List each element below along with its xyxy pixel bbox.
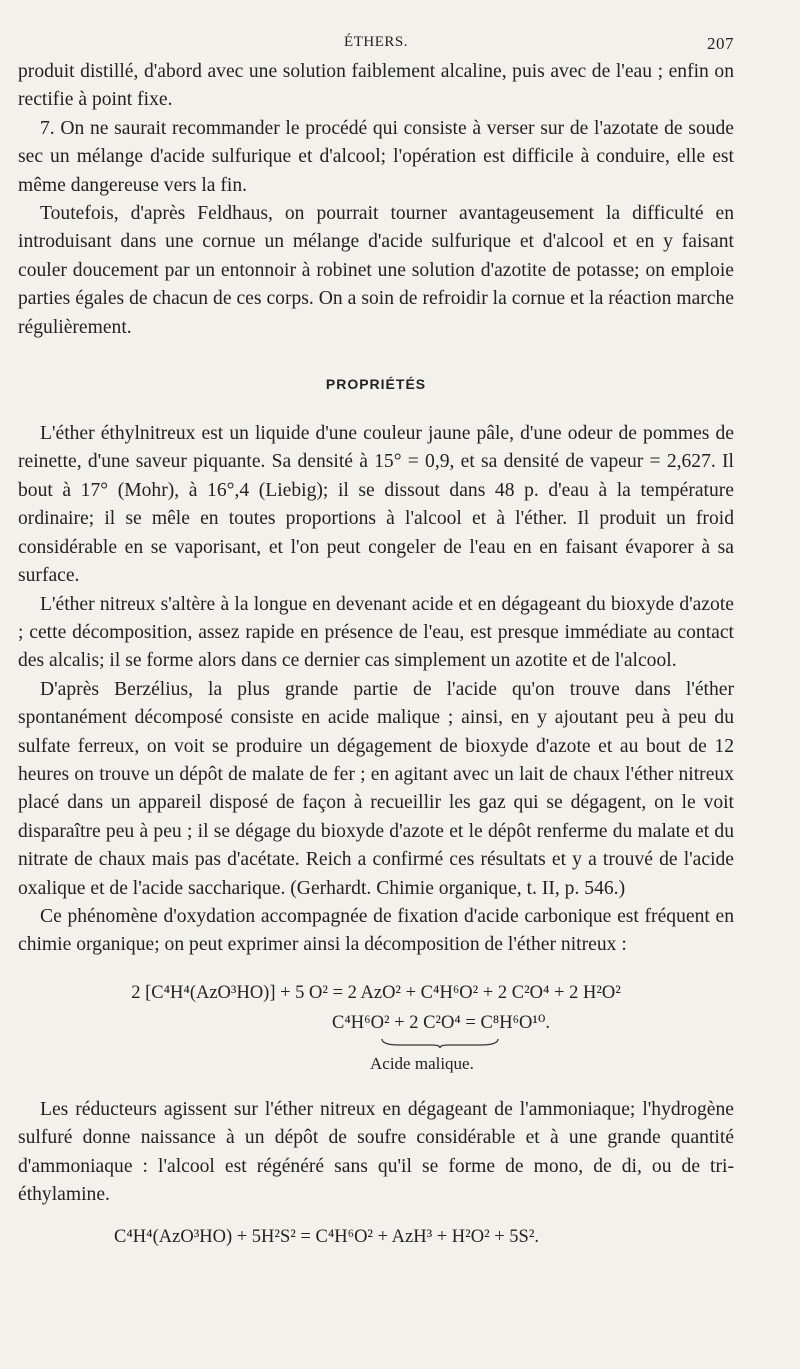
paragraph-berzelius: D'après Berzélius, la plus grande partie de l'acide qu'on trouve dans l'éther spontanément décomposé consiste en acide malique ; ainsi, en y ajoutant peu à peu du sulfate ferreux, on voit se produire un dégagement de bioxyde d'azote et au bout de 12 heures on trouve un dépôt de malate de fer ; en agitant avec un lait de chaux l'éther nitreux placé dans un appareil disposé de façon à recueillir les gaz qui se dégagent, on le voit disparaître peu à peu ; il se dégage du bioxyde d'azote et le dépôt renferme du malate et du nitrate de chaux mais pas d'acétate. Reich a confirmé ces résultats et y a trouvé de l'acide oxalique et de l'acide saccharique. (Gerhardt. Chimie organique, t. II, p. 546.) [18,678,734,899]
equation-2-line [18,1010,734,1036]
section-title: PROPRIÉTÉS [325,376,427,393]
paragraph-7: 7. On ne saurait recommander le procédé qui consiste à verser sur de l'azotate de soude sec un mélange d'acide sulfurique et d'alcool; l'opération est difficile à conduire, elle est même dangereuse vers la fin. [18,117,734,196]
equation-2: C⁴H⁶O² + 2 C²O⁴ = C⁸H⁶O¹⁰. [332,1012,550,1033]
paragraph-oxidation: Ce phénomène d'oxydation accompagnée de fixation d'acide carbonique est fréquent en chimie organique; on peut exprimer ainsi la décomposition de l'éther nitreux : [18,905,734,956]
equation-1: 2 [C⁴H⁴(AzO³HO)] + 5 O² = 2 AzO² + C⁴H⁶O² + 2 C²O⁴ + 2 H²O² [131,982,621,1003]
paragraph-reducers: Les réducteurs agissent sur l'éther nitreux en dégageant de l'ammoniaque; l'hydrogène sulfuré donne naissance à un dépôt de soufre considérable et à une grande quantité d'ammoniaque : l'alcool est régénéré sans qu'il se forme de mono, de di, ou de tri-éthylamine. [18,1098,734,1205]
paragraph-continued: produit distillé, d'abord avec une solution faiblement alcaline, puis avec de l'eau ; enfin on rectifie à point fixe. [18,61,734,111]
equation-3: C⁴H⁴(AzO³HO) + 5H²S² = C⁴H⁶O² + AzH³ + H²O² + 5S². [114,1227,540,1248]
underbrace [380,1037,500,1049]
acide-malique-label: Acide malique. [370,1053,474,1073]
page-header [18,30,734,58]
paragraph-feldhaus: Toutefois, d'après Feldhaus, on pourrait tourner avantageusement la difficulté en introduisant dans une cornue un mélange d'acide sulfurique et d'alcool et en y faisant couler doucement par un entonnoir à robinet une solution d'azotite de potasse; on emploie parties égales de chacun de ces corps. On a soin de refroidir la cornue et la réaction marche régulièrement. [18,203,734,338]
paragraph-properties: L'éther éthylnitreux est un liquide d'une couleur jaune pâle, d'une odeur de pommes de reinette, d'une saveur piquante. Sa densité à 15° = 0,9, et sa densité de vapeur = 2,627. Il bout à 17° (Mohr), à 16°,4 (Liebig); il se dissout dans 48 p. d'eau à la température ordinaire; il se mêle en toutes proportions à l'alcool et à l'éther. Il produit un froid considérable en se vaporisant, et l'on peut congeler de l'eau en en faisant évaporer à sa surface. [18,423,734,587]
page-number: 207 [707,34,734,53]
document-page [18,30,734,1248]
running-head: ÉTHERS. [344,34,408,50]
paragraph-alteration: L'éther nitreux s'altère à la longue en devenant acide et en dégageant du bioxyde d'azote ; cette décomposition, assez rapide en présence de l'eau, est presque immédiate au contact des alcalis; il se forme alors dans ce dernier cas simplement un azotite et de l'alcool. [18,593,734,672]
